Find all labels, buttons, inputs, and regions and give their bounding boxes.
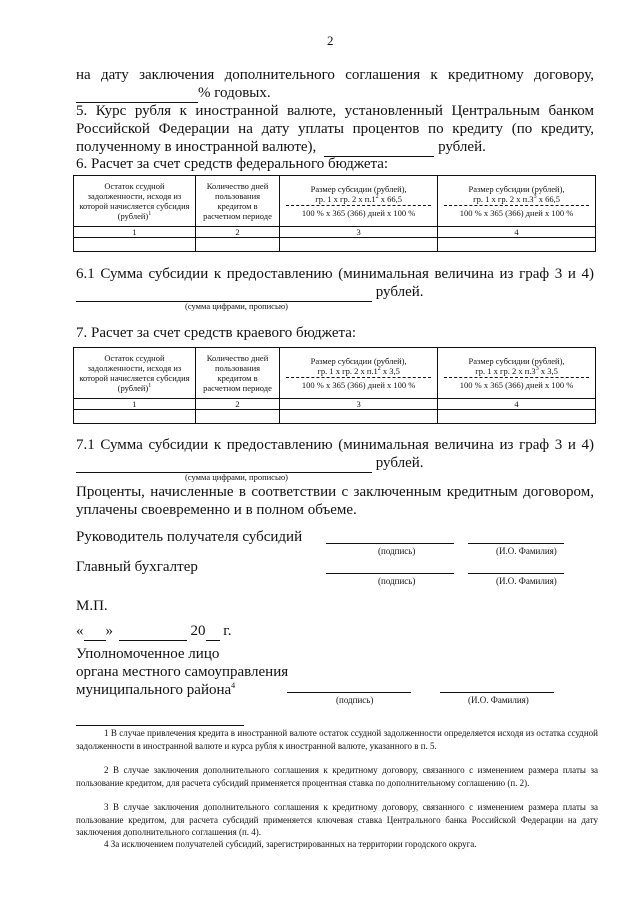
accountant-name-line xyxy=(468,573,564,574)
footnote-3: 3 В случае заключения дополнительного соглашения к кредитному договору, связанного с изменением размера платы за пользование кредитом, для расчета субсидий применяется ключевая ставка Центрального банка Российской Федерации на дату заключения дополнительного соглашения (п. 4). xyxy=(76,802,598,837)
table7-number-row: 1 2 3 4 xyxy=(74,399,596,410)
item71-caption: (сумма цифрами, прописью) xyxy=(185,472,289,482)
date-line: « » 20 г. xyxy=(76,623,232,639)
accountant-sig-caption: (подпись) xyxy=(378,576,416,586)
stamp-mark: М.П. xyxy=(76,598,108,614)
regional-calc-table xyxy=(73,347,596,424)
table6-value-row xyxy=(74,238,596,252)
official-line-1: Уполномоченное лицо xyxy=(76,646,220,662)
rate-blank xyxy=(76,84,198,103)
subsidy-federal-blank xyxy=(76,283,372,302)
table6-header-3: Размер субсидии (рублей), гр. 1 х гр. 2 х $п.1^2$ х 66,5 100 % х 365 (366) дней х 100 % xyxy=(280,176,438,227)
table7-value-row xyxy=(74,410,596,424)
table6-number-row: 1 2 3 4 xyxy=(74,227,596,238)
official-line-2: органа местного самоуправления xyxy=(76,664,289,680)
head-name-caption: (И.О. Фамилия) xyxy=(496,546,557,556)
accountant-label: Главный бухгалтер xyxy=(76,559,198,575)
head-signature-line xyxy=(326,543,454,544)
rate-suffix: % годовых. xyxy=(198,85,271,101)
accountant-signature-line xyxy=(326,573,454,574)
date-day-blank xyxy=(84,622,106,641)
item7-title: 7. Расчет за счет средств краевого бюджета: xyxy=(76,325,357,341)
official-sig-caption: (подпись) xyxy=(336,695,374,705)
head-sig-caption: (подпись) xyxy=(378,546,416,556)
intro-line-1: на дату заключения дополнительного соглашения к кредитному договору, xyxy=(76,67,594,83)
table6-header-4: Размер субсидии (рублей), гр. 1 х гр. 2 х $п.3^3$ х 66,5 100 % х 365 (366) дней х 100 % xyxy=(438,176,596,227)
page-number: 2 xyxy=(327,33,334,48)
official-line-3: муниципального района$^4$ xyxy=(76,681,236,698)
date-month-blank xyxy=(119,622,187,641)
table6-header-1: Остаток ссудной задолженности, исходя из которой начисляется субсидия (рублей)$^1$ xyxy=(74,176,196,227)
subsidy-regional-blank xyxy=(76,454,372,473)
date-year-blank xyxy=(206,622,220,641)
table7-header-3: Размер субсидии (рублей), гр. 1 х гр. 2 х $п.1^2$ х 3,5 100 % х 365 (366) дней х 100 % xyxy=(280,348,438,399)
interest-line-2: уплачены своевременно и в полном объеме. xyxy=(76,502,357,518)
accountant-name-caption: (И.О. Фамилия) xyxy=(496,576,557,586)
item71-rub: рублей. xyxy=(375,455,424,471)
item61-line-2 xyxy=(76,283,424,302)
table7-header-4: Размер субсидии (рублей), гр. 1 х гр. 2 х $п.3^3$ х 3,5 100 % х 365 (366) дней х 100 % xyxy=(438,348,596,399)
item5-text: полученному в иностранной валюте), xyxy=(76,139,317,155)
item71-line-1: 7.1 Сумма субсидии к предоставлению (минимальная величина из граф 3 и 4) xyxy=(76,437,594,453)
interest-line-1: Проценты, начисленные в соответствии с заключенным кредитным договором, xyxy=(76,484,594,500)
head-label: Руководитель получателя субсидий xyxy=(76,529,303,545)
table6-header-2: Количество дней пользования кредитом в расчетном периоде xyxy=(195,176,279,227)
item71-line-2 xyxy=(76,454,424,473)
item61-line-1: 6.1 Сумма субсидии к предоставлению (минимальная величина из граф 3 и 4) xyxy=(76,266,594,282)
item5-rub: рублей. xyxy=(438,139,486,155)
official-name-line xyxy=(440,692,554,693)
intro-line-2 xyxy=(76,84,271,103)
item5-line-1: 5. Курс рубля к иностранной валюте, установленный Центральным банком xyxy=(76,103,594,119)
footnote-separator xyxy=(76,725,244,726)
federal-calc-table xyxy=(73,175,596,252)
official-name-caption: (И.О. Фамилия) xyxy=(468,695,529,705)
table7-header-1: Остаток ссудной задолженности, исходя из которой начисляется субсидия (рублей)$^1$ xyxy=(74,348,196,399)
item61-caption: (сумма цифрами, прописью) xyxy=(185,301,289,311)
item61-rub: рублей. xyxy=(375,284,424,300)
head-name-line xyxy=(468,543,564,544)
item5-line-2: Российской Федерации на дату уплаты процентов по кредиту (по кредиту, xyxy=(76,121,594,137)
footnote-4: 4 За исключением получателей субсидий, зарегистрированных на территории городского округа. xyxy=(104,839,477,849)
footnote-1: 1 В случае привлечения кредита в иностранной валюте остаток ссудной задолженности определяется исходя из остатка ссудной задолженности в иностранной валюте и курса рубля к иностранной валюте, указанного в п. 5. xyxy=(76,728,598,751)
official-signature-line xyxy=(287,692,411,693)
table7-header-2: Количество дней пользования кредитом в расчетном периоде xyxy=(195,348,279,399)
item6-title: 6. Расчет за счет средств федерального бюджета: xyxy=(76,156,389,172)
footnote-2: 2 В случае заключения дополнительного соглашения к кредитному договору, связанного с изменением размера платы за пользование кредитом, для расчета субсидий применяется процентная ставка по дополнительному соглашению (п. 2). xyxy=(76,765,598,788)
